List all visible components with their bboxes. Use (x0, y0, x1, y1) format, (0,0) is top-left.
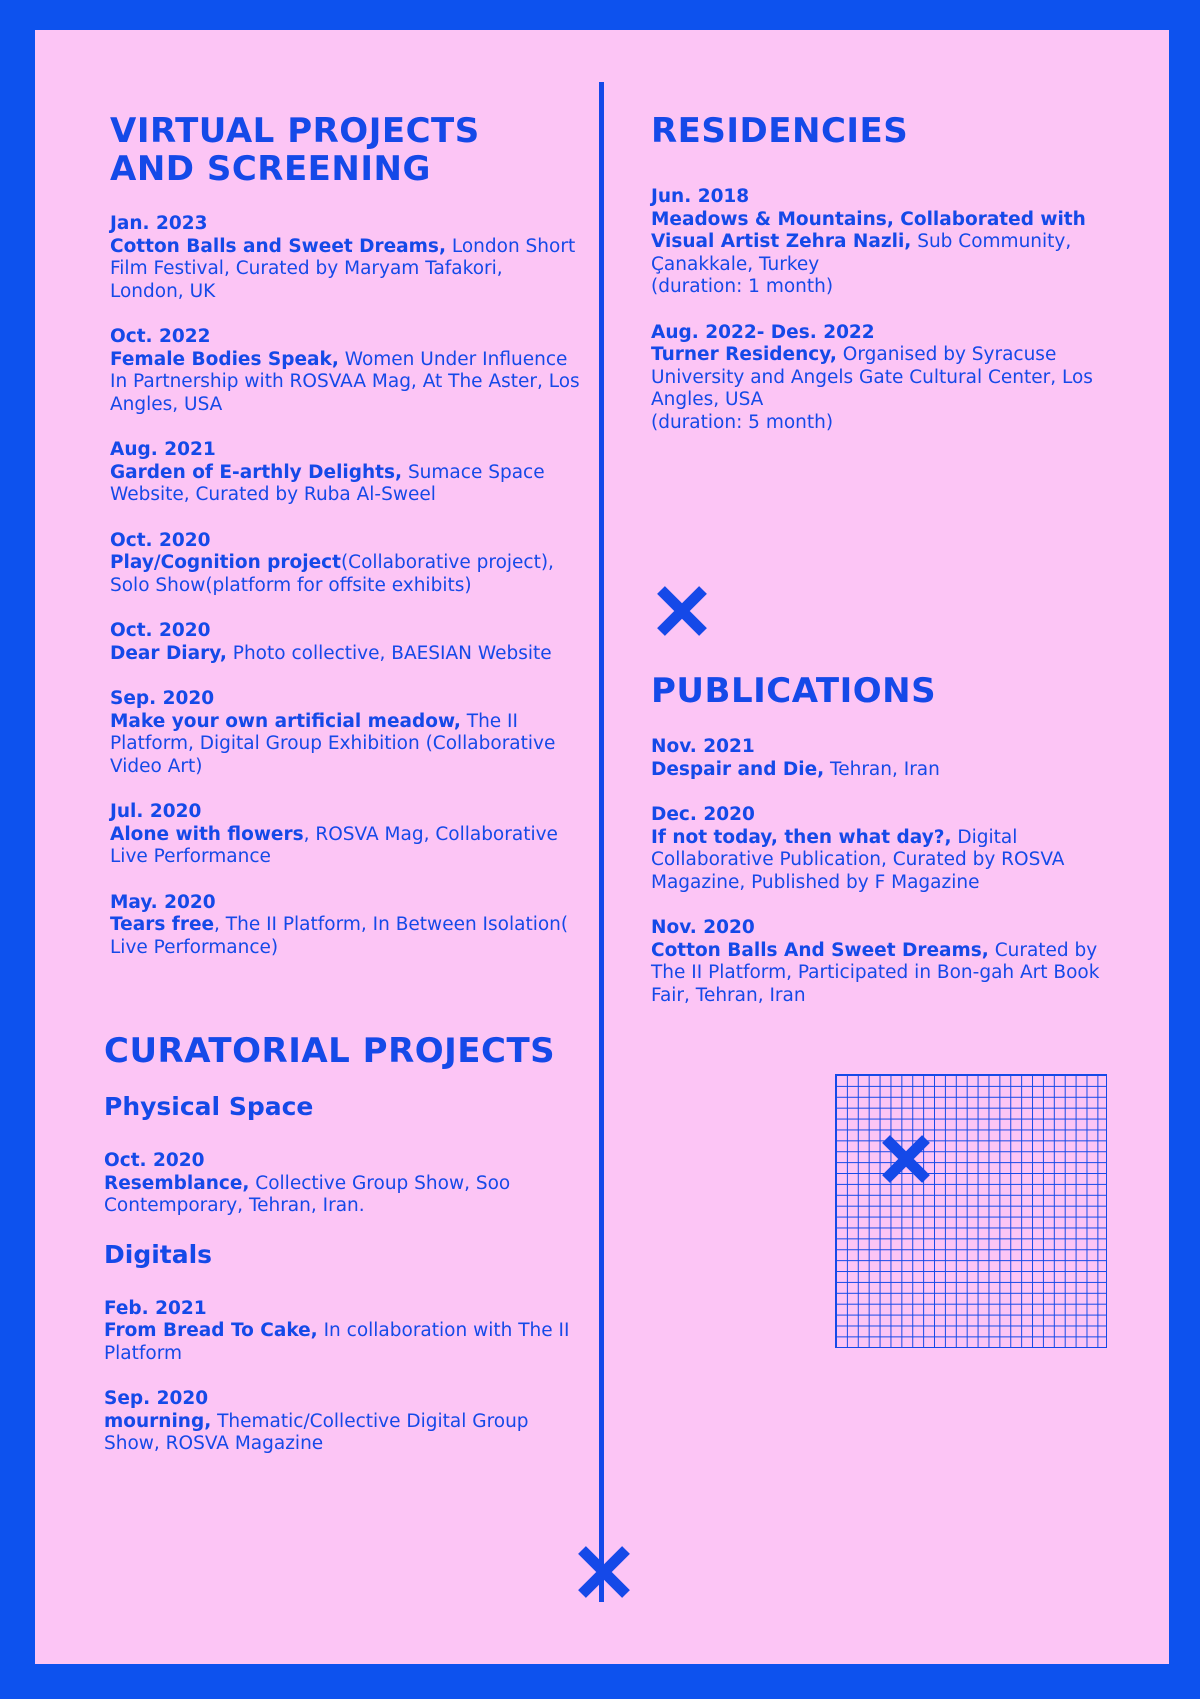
entry-title: If not today, then what day?, (651, 826, 952, 848)
publications-section (651, 672, 1121, 1007)
virtual-entry (110, 213, 580, 303)
entry-text: The II Platform, Digital Group Exhibition (Collaborative Video Art) (110, 710, 556, 777)
entry-text: Digital Collaborative Publication, Curated by ROSVA Magazine, Published by F Magazine (651, 826, 1065, 893)
residency-entry (651, 186, 1121, 299)
digitals-subtitle: Digitals (104, 1239, 213, 1269)
entry-date: Jan. 2023 (110, 213, 208, 234)
entry-title: Dear Diary, (110, 642, 227, 664)
entry-title: Play/Cognition project (110, 552, 341, 573)
entry-text: Sub Community, Çanakkale, Turkey (651, 231, 1072, 275)
virtual-entry (110, 439, 580, 507)
physical-space-subtitle: Physical Space (104, 1092, 314, 1121)
entry-date: Oct. 2020 (110, 620, 211, 641)
x-mark-icon (655, 584, 709, 638)
entry-text: Women Under Influence In Partnership with ROSVAA Mag, At The Aster, Los Angles, USA (110, 348, 580, 415)
entry-title: Despair and Die, (651, 758, 825, 780)
entry-date: Nov. 2021 (651, 736, 755, 757)
curatorial-projects-title: CURATORIAL PROJECTS (104, 1031, 556, 1071)
entry-text: Collective Group Show, Soo Contemporary, Tehran, Iran. (104, 1172, 511, 1216)
entry-duration: (duration: 5 month) (651, 411, 834, 433)
entry-date: Sep. 2020 (104, 1388, 209, 1409)
entry-date: Jul. 2020 (110, 801, 202, 822)
entry-title: Female Bodies Speak, (110, 348, 339, 370)
entry-date: Sep. 2020 (110, 688, 215, 709)
curatorial-entry (104, 1298, 574, 1366)
entry-date: Nov. 2020 (651, 917, 755, 938)
virtual-entry (110, 892, 580, 960)
entry-title: Alone with flowers (110, 823, 304, 845)
divider-line (599, 82, 604, 1602)
entry-text: Thematic/Collective Digital Group Show, ROSVA Magazine (104, 1410, 529, 1454)
entry-title: Make your own artificial meadow, (110, 710, 461, 732)
x-mark-icon (880, 1133, 932, 1185)
entry-date: Dec. 2020 (651, 804, 755, 825)
residency-entry (651, 322, 1121, 435)
entry-title: Turner Residency, (651, 344, 837, 365)
publications-title: PUBLICATIONS (651, 671, 937, 711)
entry-text: Sumace Space Website, Curated by Ruba Al-Sweel (110, 461, 545, 505)
virtual-entry (110, 688, 580, 778)
residencies-section (651, 112, 1121, 434)
entry-date: Aug. 2022- Des. 2022 (651, 321, 875, 343)
grid-pattern (835, 1074, 1107, 1348)
publication-entry (651, 736, 1121, 781)
entry-text: Tehran, Iran (824, 758, 940, 780)
publication-entry (651, 804, 1121, 894)
entry-text: (Collaborative project), Solo Show(platform for offsite exhibits) (110, 552, 554, 596)
entry-text: London Short Film Festival, Curated by Maryam Tafakori, London, UK (110, 235, 576, 302)
virtual-entry (110, 620, 580, 665)
entry-title: From Bread To Cake, (104, 1320, 318, 1341)
entry-text: In collaboration with The II Platform (104, 1320, 570, 1364)
curatorial-entry (104, 1150, 574, 1218)
entry-title: Cotton Balls and Sweet Dreams, (110, 235, 446, 257)
curatorial-entry (104, 1388, 574, 1456)
entry-title: Cotton Balls And Sweet Dreams, (651, 939, 989, 961)
entry-text: Curated by The II Platform, Participated in Bon-gah Art Book Fair, Tehran, Iran (651, 939, 1100, 1006)
entry-title: Tears free (110, 914, 215, 935)
entry-title: Meadows & Mountains, Collaborated with Visual Artist Zehra Nazli, (651, 208, 1086, 252)
entry-date: Oct. 2020 (110, 529, 211, 551)
entry-text: , ROSVA Mag, Collaborative Live Performance (110, 823, 558, 867)
entry-date: Jun. 2018 (651, 186, 750, 207)
residencies-title: RESIDENCIES (651, 111, 909, 151)
virtual-projects-section (110, 112, 580, 959)
publication-entry (651, 917, 1121, 1007)
entry-title: Resemblance, (104, 1172, 250, 1194)
entry-date: May. 2020 (110, 891, 216, 913)
entry-title: Garden of E-arthly Delights, (110, 461, 403, 483)
entry-title: mourning, (104, 1410, 212, 1432)
entry-date: Aug. 2021 (110, 439, 216, 460)
resume-page (35, 30, 1169, 1664)
entry-date: Feb. 2021 (104, 1297, 207, 1319)
entry-text: Organised by Syracuse University and Angels Gate Cultural Center, Los Angles, USA (651, 344, 1093, 410)
x-mark-icon (576, 1544, 632, 1600)
entry-text: Photo collective, BAESIAN Website (226, 642, 552, 664)
virtual-projects-title: VIRTUAL PROJECTS AND SCREENING (110, 111, 480, 189)
entry-text: , The II Platform, In Between Isolation( Live Performance) (110, 914, 569, 958)
virtual-entry (110, 326, 580, 416)
entry-duration: (duration: 1 month) (651, 276, 834, 297)
entry-date: Oct. 2022 (110, 326, 211, 347)
virtual-entry (110, 530, 580, 598)
virtual-entry (110, 801, 580, 869)
curatorial-projects-section (104, 1032, 574, 1456)
entry-date: Oct. 2020 (104, 1150, 205, 1171)
